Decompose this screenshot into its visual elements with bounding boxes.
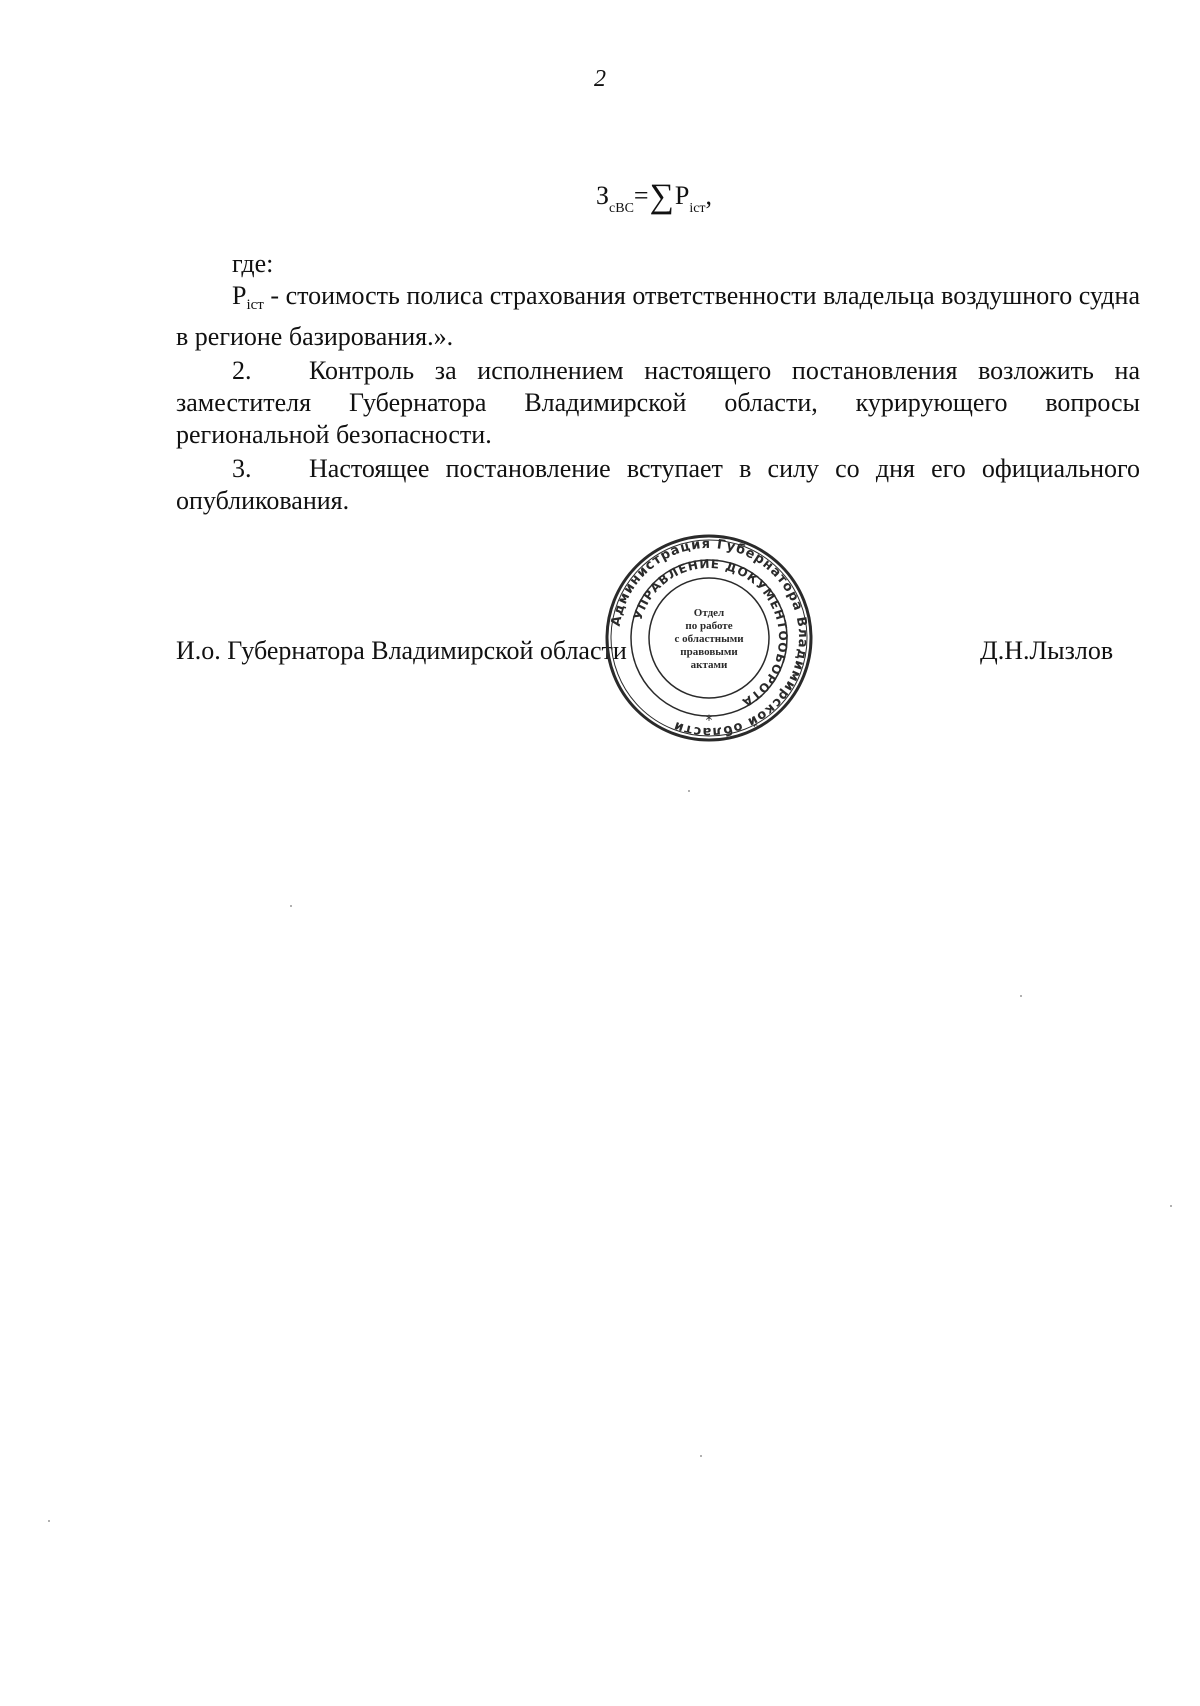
seal-center-line: по работе: [685, 620, 733, 632]
sum-symbol: ∑: [649, 178, 674, 215]
definition-paragraph: [176, 280, 1140, 353]
where-label: где:: [232, 249, 274, 278]
clause-2: [176, 355, 1140, 451]
formula-lhs-subscript: сВС: [609, 201, 634, 216]
scan-speck: [48, 1520, 50, 1522]
scan-speck: [1170, 1205, 1172, 1207]
seal-inner-text: УПРАВЛЕНИЕ ДОКУМЕНТООБОРОТА: [630, 556, 791, 710]
formula-lhs: З: [596, 181, 610, 210]
seal-outer-text: Администрация Губернатора Владимирской области: [608, 536, 811, 740]
seal-graphic: [604, 533, 814, 743]
definition-text: - стоимость полиса страхования ответственности владельца воздушного судна в регионе базирования.».: [176, 281, 1140, 351]
formula-equals: =: [633, 181, 649, 210]
clause-number: 3.: [232, 454, 252, 483]
scan-speck: [688, 790, 690, 792]
scan-speck: [290, 905, 292, 907]
definition-symbol-subscript: icт: [246, 297, 264, 313]
seal-star-icon: *: [705, 713, 713, 729]
scan-speck: [700, 1455, 702, 1457]
official-seal: [604, 533, 814, 743]
clause-text: Настоящее постановление вступает в силу со дня его официального опубликования.: [176, 454, 1140, 515]
signatory-position: И.о. Губернатора Владимирской области: [176, 636, 627, 665]
scan-speck: [1020, 995, 1022, 997]
formula-trailing-comma: ,: [705, 181, 713, 210]
seal-center-line: с областными: [674, 633, 744, 645]
seal-center-line: актами: [690, 659, 728, 671]
seal-center-text: [674, 607, 744, 671]
page-number: 2: [594, 66, 606, 92]
formula-term: P: [674, 181, 690, 210]
cost-formula: [596, 176, 712, 229]
clause-text: Контроль за исполнением настоящего постановления возложить на заместителя Губернатора Владимирской области, курирующего вопросы региональной безопасности.: [176, 356, 1140, 449]
seal-center-line: Отдел: [693, 607, 725, 619]
document-body: [176, 248, 1140, 517]
clause-3: [176, 453, 1140, 517]
clause-number: 2.: [232, 356, 252, 385]
seal-center-line: правовыми: [680, 646, 738, 658]
formula-term-subscript: icт: [689, 201, 706, 216]
definition-symbol: P: [232, 281, 247, 310]
signatory-name: Д.Н.Лызлов: [980, 636, 1114, 665]
